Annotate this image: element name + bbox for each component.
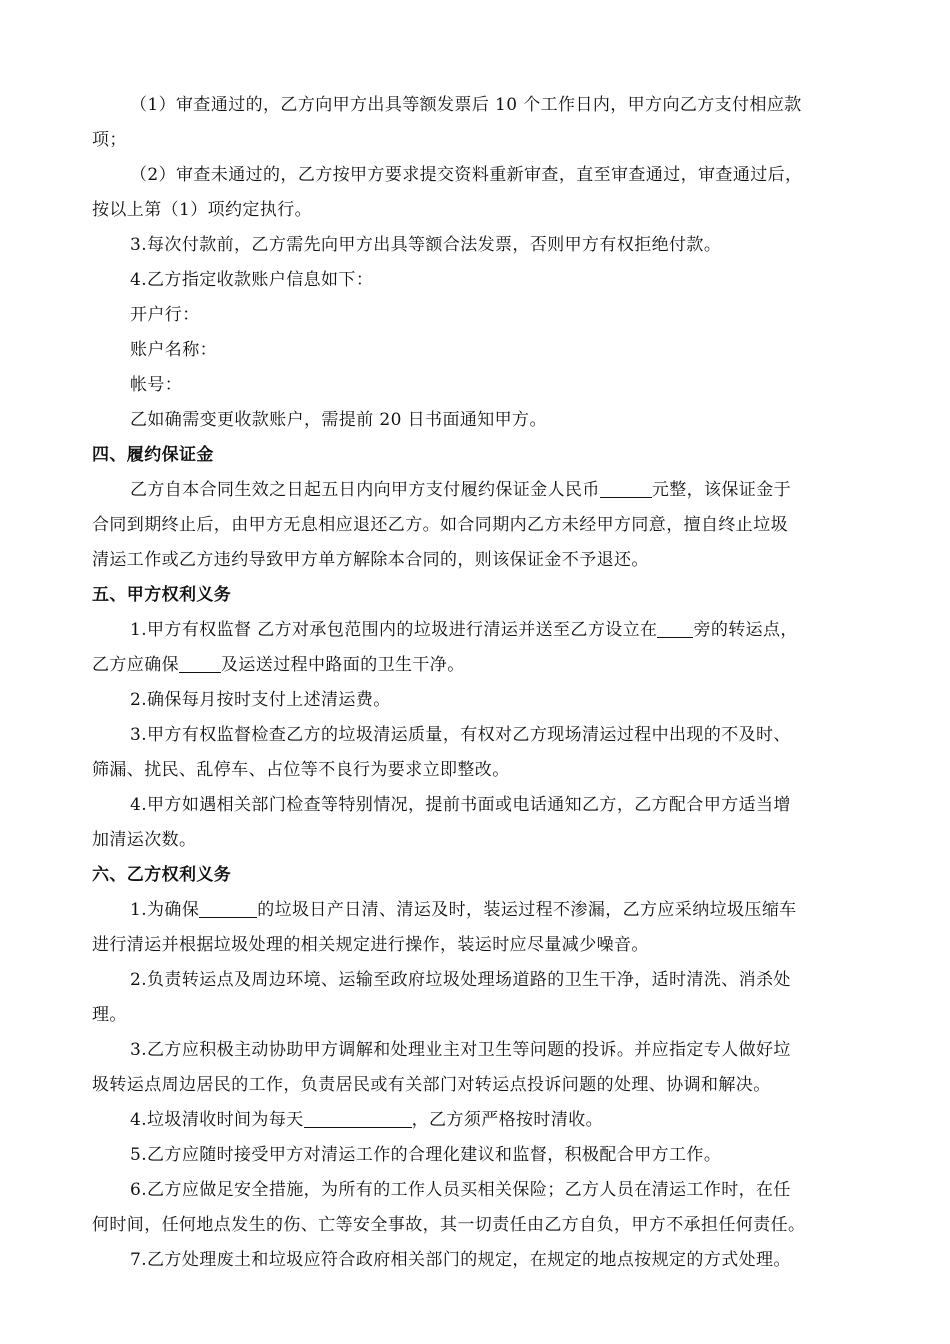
payment-item-1-line-1: （1）审查通过的，乙方向甲方出具等额发票后 10 个工作日内，甲方向乙方支付相应款	[130, 95, 802, 115]
collection-time-blank	[304, 1107, 412, 1128]
deposit-amount-blank	[600, 477, 652, 498]
party-a-item-4-line-1: 4.甲方如遇相关部门检查等特别情况，提前书面或电话通知乙方，乙方配合甲方适当增	[130, 795, 791, 815]
party-b-item-7: 7.乙方处理废土和垃圾应符合政府相关部门的规定，在规定的地点按规定的方式处理。	[130, 1250, 791, 1270]
party-b-item-5: 5.乙方应随时接受甲方对清运工作的合理化建议和监督，积极配合甲方工作。	[130, 1145, 722, 1165]
payment-item-1-line-2: 项；	[92, 130, 127, 150]
party-a-item-4-line-2: 加清运次数。	[92, 830, 197, 850]
transfer-location-blank	[657, 617, 693, 638]
deposit-line-3: 清运工作或乙方违约导致甲方单方解除本合同的，则该保证金不予退还。	[92, 550, 649, 570]
party-b-item-1-line-1	[92, 893, 874, 928]
party-b-item-3-line-1: 3.乙方应积极主动协助甲方调解和处理业主对卫生等问题的投诉。并应指定专人做好垃	[130, 1040, 791, 1060]
party-a-item-3-line-2: 筛漏、扰民、乱停车、占位等不良行为要求立即整改。	[92, 760, 510, 780]
deposit-text-b: 元整，该保证金于	[651, 480, 792, 500]
payment-item-2-line-1: （2）审查未通过的，乙方按甲方要求提交资料重新审查，直至审查通过，审查通过后，	[130, 165, 803, 185]
party-b-item-6-line-2: 何时间，任何地点发生的伤、亡等安全事故，其一切责任由乙方自负，甲方不承担任何责任。	[92, 1215, 806, 1235]
account-change-note: 乙如确需变更收款账户，需提前 20 日书面通知甲方。	[130, 410, 547, 430]
party-b-item-3-line-2: 圾转运点周边居民的工作，负责居民或有关部门对转运点投诉问题的处理、协调和解决。	[92, 1075, 771, 1095]
party-a-item-3-line-1: 3.甲方有权监督检查乙方的垃圾清运质量，有权对乙方现场清运过程中出现的不及时、	[130, 725, 791, 745]
account-name-label: 账户名称：	[130, 340, 217, 360]
section-heading-5: 五、甲方权利义务	[92, 585, 232, 605]
party-a-item-2: 2.确保每月按时支付上述清运费。	[130, 690, 391, 710]
clause-4-account: 4.乙方指定收款账户信息如下：	[130, 270, 374, 290]
account-number-label: 帐号：	[130, 375, 183, 395]
section-heading-4: 四、履约保证金	[92, 445, 214, 465]
party-b-item-4-text-a: 4.垃圾清收时间为每天	[130, 1110, 304, 1130]
area-blank	[199, 897, 257, 918]
contract-page	[92, 88, 874, 1278]
payment-item-2-line-2: 按以上第（1）项约定执行。	[92, 200, 313, 220]
deposit-line-2: 合同到期终止后，由甲方无息相应退还乙方。如合同期内乙方未经甲方同意，擅自终止垃圾	[92, 515, 788, 535]
party-a-item-1-text-c: 乙方应确保	[92, 655, 179, 675]
party-b-item-4-text-b: ，乙方须严格按时清收。	[411, 1110, 604, 1130]
party-a-item-1-text-a: 1.甲方有权监督 乙方对承包范围内的垃圾进行清运并送至乙方设立在	[130, 620, 658, 640]
party-a-item-1-text-b: 旁的转运点，	[693, 620, 798, 640]
party-b-item-6-line-1: 6.乙方应做足安全措施，为所有的工作人员买相关保险；乙方人员在清运工作时，在任	[130, 1180, 791, 1200]
deposit-line-1	[92, 473, 874, 508]
deposit-text-a: 乙方自本合同生效之日起五日内向甲方支付履约保证金人民币	[130, 480, 600, 500]
clause-3-invoice: 3.每次付款前，乙方需先向甲方出具等额合法发票，否则甲方有权拒绝付款。	[130, 235, 722, 255]
bank-label: 开户行：	[130, 305, 200, 325]
party-b-item-1-text-a: 1.为确保	[130, 900, 200, 920]
party-a-item-1-line-2	[92, 648, 874, 683]
party-b-item-2-line-1: 2.负责转运点及周边环境、运输至政府垃圾处理场道路的卫生干净，适时清洗、消杀处	[130, 970, 791, 990]
party-a-item-1-line-1	[92, 613, 874, 648]
ensure-area-blank	[179, 652, 221, 673]
party-b-item-1-text-b: 的垃圾日产日清、清运及时，装运过程不渗漏，乙方应采纳垃圾压缩车	[257, 900, 797, 920]
party-a-item-1-text-d: 及运送过程中路面的卫生干净。	[221, 655, 465, 675]
party-b-item-4	[92, 1103, 874, 1138]
party-b-item-2-line-2: 理。	[92, 1005, 127, 1025]
section-heading-6: 六、乙方权利义务	[92, 865, 232, 885]
party-b-item-1-line-2: 进行清运并根据垃圾处理的相关规定进行操作，装运时应尽量减少噪音。	[92, 935, 649, 955]
